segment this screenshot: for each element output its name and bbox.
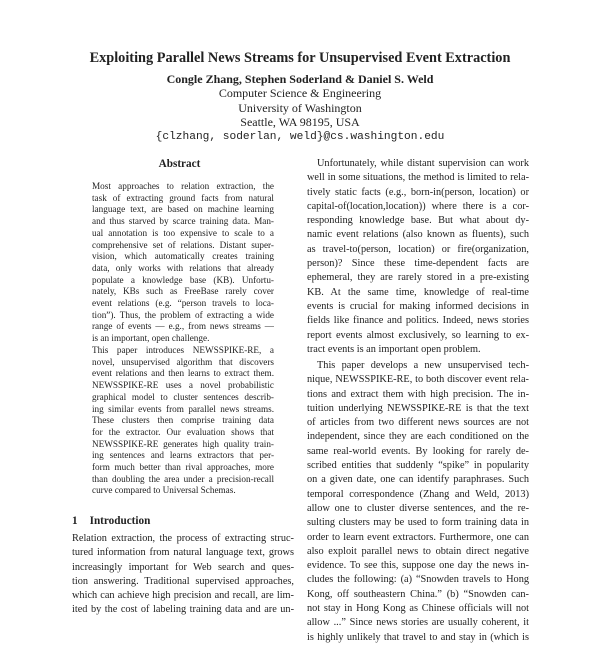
- author-university: University of Washington: [238, 100, 362, 115]
- abstract-line: range of events — e.g., from news streams —: [92, 321, 274, 332]
- intro-line: which can achieve high precision and recall, are lim-: [72, 590, 294, 602]
- abstract-line: ing sentences and learns extractors that per-: [92, 450, 274, 461]
- body-line: KB. At the same time, knowledge of real-time: [307, 286, 529, 298]
- introduction-paragraph: [72, 532, 294, 618]
- body-line: order to learn event extractors. Furthermore, one can: [307, 531, 529, 543]
- body-line: tract events is an important open problem.: [307, 343, 481, 355]
- abstract-line: for the extractor. Our evaluation shows that: [92, 426, 274, 437]
- intro-line: tured information from natural language text, grows: [72, 547, 294, 559]
- section-title: Introduction: [89, 515, 151, 527]
- author-address: Seattle, WA 98195, USA: [240, 115, 360, 130]
- author-department: Computer Science & Engineering: [218, 86, 382, 101]
- abstract-heading: Abstract: [158, 158, 201, 170]
- abstract-line: event relations (e.g. “person travels to loca-: [92, 298, 274, 309]
- body-line: is highly unlikely that travel to and stay in (which is: [307, 631, 529, 643]
- body-line: tuition underlying NEWSSPIKE-RE is that the text: [307, 402, 529, 414]
- body-line: well in some situations, the method is limited to rela-: [307, 172, 529, 184]
- abstract-line: event relations and then learns to extract them.: [92, 368, 274, 379]
- body-line: allow ...” Since news stories are usually coherent, it: [307, 617, 529, 629]
- right-column-paragraph-2: [307, 359, 529, 645]
- author-names: Congle Zhang, Stephen Soderland & Daniel S. Weld: [166, 72, 434, 86]
- abstract-line: novel, unsupervised algorithm that discovers: [92, 356, 274, 367]
- section-number: 1: [72, 515, 78, 527]
- intro-line: increasingly important for Web search and ques-: [72, 561, 294, 573]
- abstract-line: curve compared to Universal Schemas.: [92, 485, 236, 496]
- body-line: also exploit parallel news to obtain direct negative: [307, 545, 529, 557]
- abstract-line: form much better than rival approaches, more: [92, 462, 274, 473]
- body-line: Kong, off southeastern China.” (b) “Snowden can-: [307, 588, 529, 600]
- intro-line: Relation extraction, the process of extracting struc-: [72, 533, 294, 544]
- abstract-line: than doubling the area under a precision-recall: [92, 473, 274, 484]
- abstract-paragraph-2: [92, 345, 274, 497]
- abstract-line: and thus starved by scarce training data. Man-: [92, 216, 274, 227]
- abstract-line: NEWSSPIKE-RE generates high quality train-: [92, 438, 274, 449]
- body-line: capital-of(location,location)) where there is a cor-: [307, 200, 529, 212]
- body-line: as travel-to(person, location) or fire(organization,: [307, 243, 529, 255]
- abstract-line: These clusters then comprise training data: [92, 415, 274, 426]
- body-line: evidence. To see this, suppose one day the news in-: [307, 560, 529, 572]
- body-line: person)? Since these time-dependent facts are: [307, 258, 529, 270]
- body-line: scribed entities that suddenly “spike” in popularity: [307, 460, 529, 472]
- section-heading-introduction: [72, 515, 162, 527]
- abstract-line: is an important, open challenge.: [92, 333, 210, 344]
- paper-title: Exploiting Parallel News Streams for Unsupervised Event Extraction: [89, 50, 511, 66]
- abstract-line: task of extracting ground facts from natural: [92, 192, 274, 203]
- body-line: namic event relations (also known as fluents), such: [307, 229, 529, 241]
- abstract-line: vision, which automatically creates training: [92, 251, 274, 262]
- abstract-line: ing similar events from parallel news streams.: [92, 403, 274, 414]
- abstract-line: language text, are based on machine learning: [92, 204, 274, 215]
- abstract-paragraph-1: [92, 181, 274, 345]
- abstract-line: nately, KBs such as FreeBase rarely cover: [92, 286, 274, 297]
- body-line: This paper develops a new unsupervised tech-: [317, 360, 529, 371]
- body-line: of articles from two different news sources are not: [307, 417, 529, 429]
- body-line: Unfortunately, while distant supervision can work: [317, 158, 529, 169]
- body-line: ephemeral, they are rarely stored in a pre-existing: [307, 272, 529, 284]
- body-line: nique, NEWSSPIKE-RE, to both discover event rela-: [307, 374, 529, 386]
- body-line: sulting clusters may be used to form training data in: [307, 517, 529, 529]
- author-email: {clzhang, soderlan, weld}@cs.washington.edu: [155, 130, 445, 143]
- abstract-line: data, only works with relations that already: [92, 262, 274, 273]
- abstract-line: ual annotation is too expensive to scale to a: [92, 227, 274, 238]
- body-line: responding knowledge base. But what about dy-: [307, 215, 529, 227]
- intro-line: ited by the cost of labeling training data and are un-: [72, 604, 294, 616]
- body-line: independent, since they are each conditioned on the: [307, 431, 529, 443]
- body-line: events is crucial for making informed decisions in: [307, 300, 529, 312]
- body-line: on a given date, one can identify paraphrases. Such: [307, 474, 529, 486]
- author-block: [0, 72, 600, 144]
- body-line: report events almost exclusively, so learning to ex-: [307, 329, 529, 341]
- body-line: fields like finance and politics. Indeed, news stories: [307, 315, 529, 327]
- body-line: tively static facts (e.g., born-in(person, location) or: [307, 186, 529, 198]
- abstract-line: graphical model to cluster sentences describ-: [92, 391, 274, 402]
- abstract-line: comprehensive set of relations. Distant super-: [92, 239, 274, 250]
- abstract-line: NEWSSPIKE-RE uses a novel probabilistic: [92, 380, 274, 391]
- right-column-paragraph-1: [307, 157, 529, 357]
- body-line: temporal correspondence (Zhang and Weld, 2013): [307, 488, 529, 500]
- abstract-line: tion”). Thus, the problem of extracting a wide: [92, 309, 274, 320]
- body-line: allow one to cluster diverse sentences, and the re-: [307, 502, 529, 514]
- abstract-line: This paper introduces NEWSSPIKE-RE, a: [92, 345, 274, 355]
- body-line: tions and extract them with high precision. The in-: [307, 388, 529, 400]
- body-line: not stay in Hong Kong as Chinese officials will not: [307, 603, 529, 615]
- intro-line: tion answering. Traditional supervised approaches,: [72, 575, 294, 587]
- abstract-line: Most approaches to relation extraction, the: [92, 181, 274, 191]
- abstract-line: populate a knowledge base (KB). Unfortu-: [92, 274, 274, 285]
- body-line: same real-world events. By looking for rarely de-: [307, 445, 529, 457]
- body-line: cludes the following: (a) “Snowden travels to Hong: [307, 574, 529, 586]
